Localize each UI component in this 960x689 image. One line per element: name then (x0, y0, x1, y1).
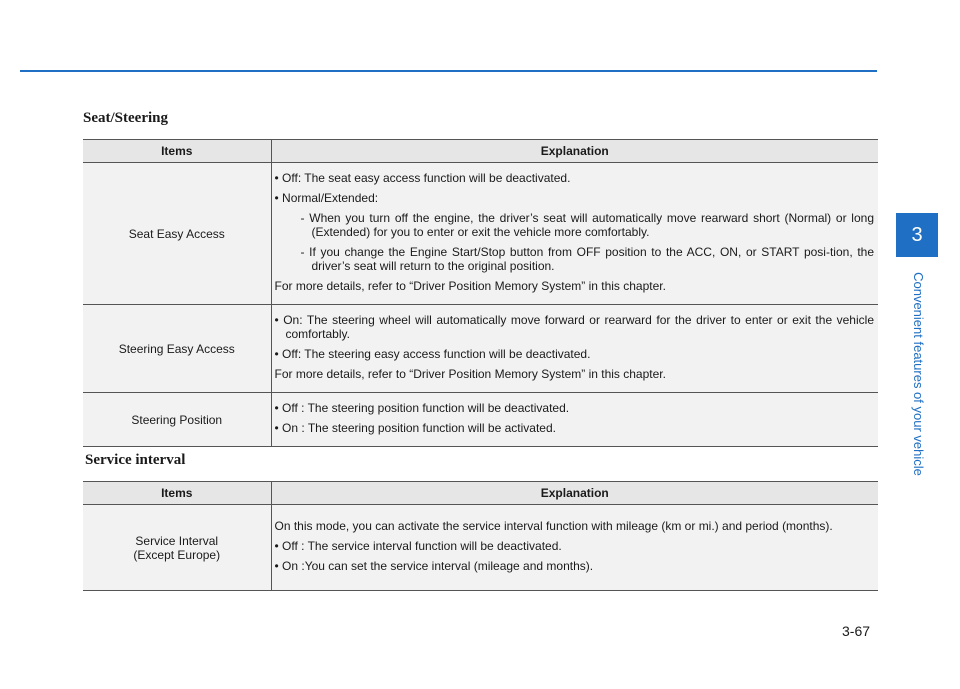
chapter-title: Convenient features of your vehicle (911, 272, 926, 476)
header-explanation: Explanation (271, 140, 878, 163)
chapter-number: 3 (911, 223, 923, 246)
explanation-line: - When you turn off the engine, the driver’s seat will automatically move rearward short (Normal) or long (Extended) for you to enter or exit the vehicle more comfortably. (300, 211, 874, 239)
explanation-line: • Off: The seat easy access function will be deactivated. (274, 171, 571, 185)
explanation-line: For more details, refer to “Driver Position Memory System” in this chapter. (274, 367, 666, 381)
item-steering-position: Steering Position (83, 393, 271, 447)
explanation-line: On this mode, you can activate the service interval function with mileage (km or mi.) and period (months). (274, 519, 833, 533)
explanation-line: - If you change the Engine Start/Stop button from OFF position to the ACC, ON, or START posi-tion, the driver’s seat will return to the original position. (300, 245, 874, 273)
table-row (83, 393, 878, 447)
section-title-seat-steering: Seat/Steering (83, 110, 168, 126)
item-seat-easy-access: Seat Easy Access (83, 163, 271, 305)
explanation-line: • On : The steering position function will be activated. (274, 421, 556, 435)
explanation-line: • Off : The steering position function will be deactivated. (274, 401, 570, 415)
item-label-line: (Except Europe) (133, 547, 221, 562)
top-rule (20, 70, 877, 72)
header-explanation: Explanation (271, 482, 878, 505)
page-number: 3-67 (842, 623, 871, 639)
table-row (83, 163, 878, 305)
explanation-steering-easy-access (271, 305, 878, 393)
explanation-steering-position (271, 393, 878, 447)
explanation-line: • On: The steering wheel will automatically move forward or rearward for the driver to enter or exit the vehicle comfortably. (274, 313, 874, 341)
table-row (83, 505, 878, 591)
item-service-interval (83, 505, 271, 591)
section-title-service-interval: Service interval (85, 452, 186, 468)
explanation-line: • Off: The steering easy access function will be deactivated. (274, 347, 591, 361)
service-interval-table (83, 481, 878, 591)
item-label-line: Service Interval (135, 533, 219, 548)
table-row (83, 305, 878, 393)
table-header-row (83, 482, 878, 505)
header-items: Items (83, 482, 271, 505)
explanation-line: • On :You can set the service interval (mileage and months). (274, 559, 594, 573)
seat-steering-table (83, 139, 878, 447)
explanation-service-interval (271, 505, 878, 591)
item-steering-easy-access: Steering Easy Access (83, 305, 271, 393)
header-items: Items (83, 140, 271, 163)
table-header-row (83, 140, 878, 163)
explanation-seat-easy-access (271, 163, 878, 305)
explanation-line: • Normal/Extended: (274, 191, 379, 205)
explanation-line: For more details, refer to “Driver Position Memory System” in this chapter. (274, 279, 666, 293)
explanation-line: • Off : The service interval function will be deactivated. (274, 539, 562, 553)
